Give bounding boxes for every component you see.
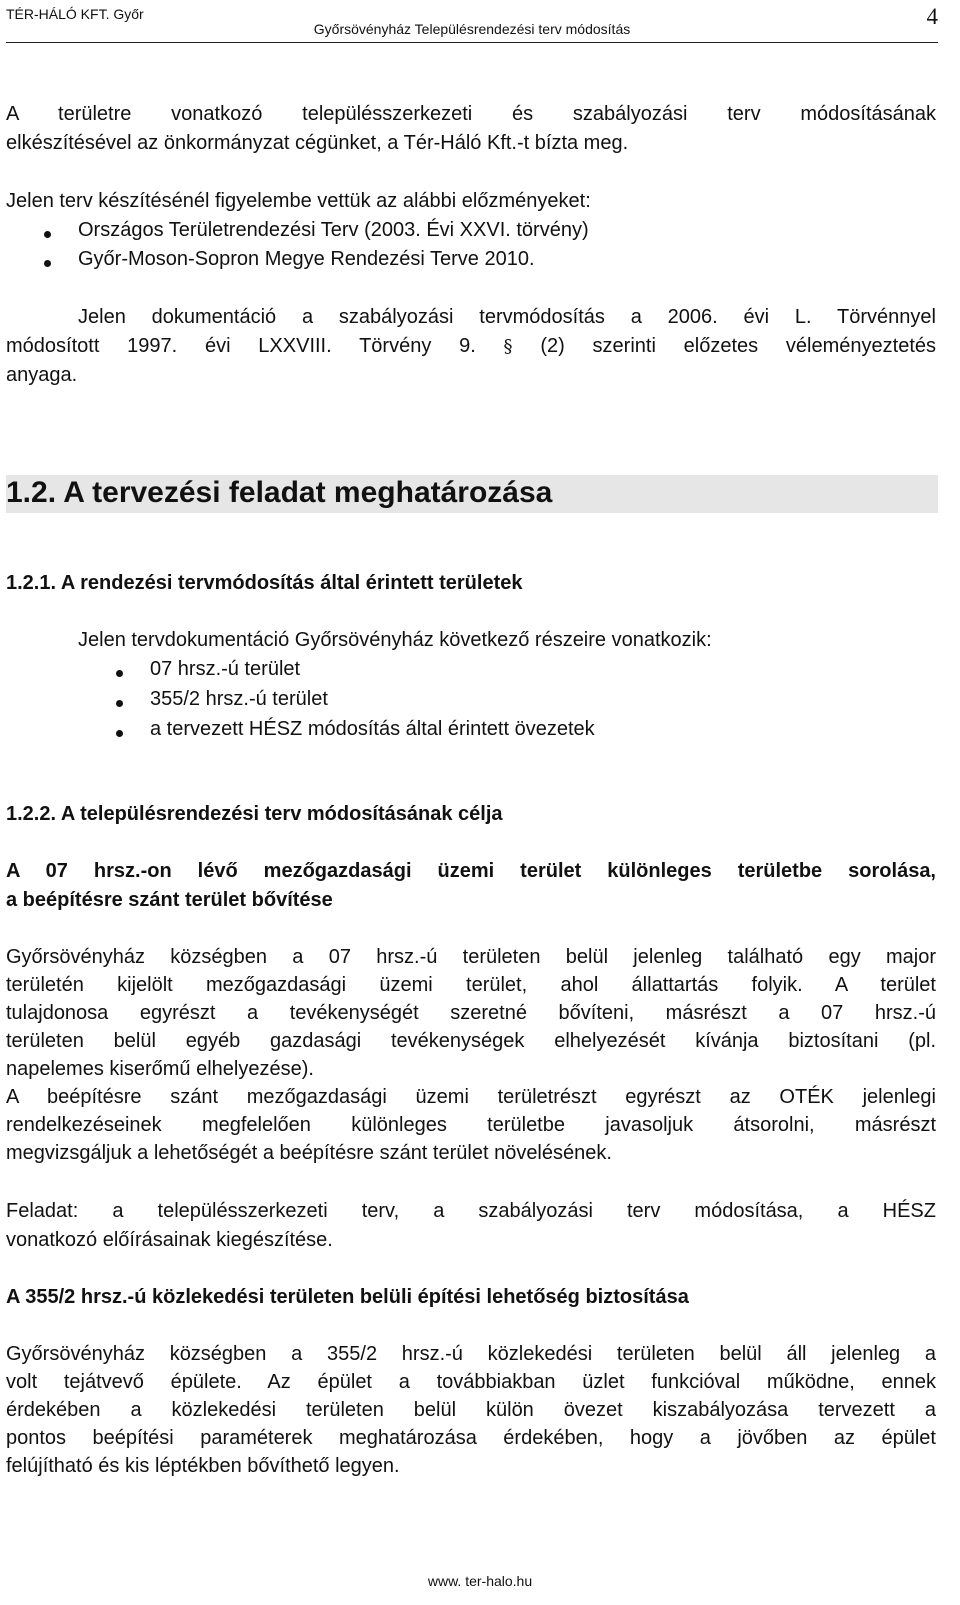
subheading-07-line-1: A 07 hrsz.-on lévő mezőgazdasági üzemi terület különleges területbe sorolása,: [6, 860, 936, 882]
page-footer-website: www. ter-halo.hu: [427, 1573, 533, 1589]
subheading-355-2: A 355/2 hrsz.-ú közlekedési területen belüli építési lehetőség biztosítása: [6, 1286, 689, 1308]
paragraph-2-line: A beépítésre szánt mezőgazdasági üzemi területrészt egyrészt az OTÉK jelenlegi: [6, 1086, 936, 1108]
paragraph-1-line: Győrsövényház községben a 07 hrsz.-ú területen belül jelenleg található egy major: [6, 946, 936, 968]
section-1-2-1-intro: Jelen tervdokumentáció Győrsövényház következő részeire vonatkozik:: [78, 629, 712, 651]
subheading-07-line-2: a beépítésre szánt terület bővítése: [6, 889, 333, 911]
section-1-2-2-title: 1.2.2. A településrendezési terv módosításának célja: [6, 803, 503, 825]
paragraph-4-line: pontos beépítési paraméterek meghatározása érdekében, hogy a jövőben az épület: [6, 1427, 936, 1449]
section-sign: §: [503, 336, 513, 357]
paragraph-4-line: érdekében a közlekedési területen belül külön övezet kiszabályozása tervezett a: [6, 1399, 936, 1421]
doc-line-2-part-a: módosított 1997. évi LXXVIII. Törvény 9.: [6, 335, 476, 357]
prerequisites-intro: Jelen terv készítésénél figyelembe vettük az alábbi előzményeket:: [6, 190, 591, 212]
paragraph-2-line: rendelkezéseinek megfelelően különleges területbe javasoljuk átsorolni, másrészt: [6, 1114, 936, 1136]
paragraph-1-line: tulajdonosa egyrészt a tevékenységét szeretné bővíteni, másrészt a 07 hrsz.-ú: [6, 1002, 936, 1024]
paragraph-3-line: vonatkozó előírásainak kiegészítése.: [6, 1229, 333, 1251]
affected-area-item: a tervezett HÉSZ módosítás által érintett övezetek: [150, 718, 595, 740]
header-company: TÉR-HÁLÓ KFT. Győr: [6, 6, 144, 22]
page-header: [6, 0, 938, 43]
bullet-dot-icon: [44, 260, 51, 267]
paragraph-3-line: Feladat: a településszerkezeti terv, a szabályozási terv módosítása, a HÉSZ: [6, 1200, 936, 1222]
paragraph-4-line: felújítható és kis léptékben bővíthető legyen.: [6, 1455, 400, 1477]
paragraph-2-line: megvizsgáljuk a lehetőségét a beépítésre szánt terület növelésének.: [6, 1142, 612, 1164]
prerequisite-item: Győr-Moson-Sopron Megye Rendezési Terve 2010.: [78, 248, 535, 270]
doc-line-3: anyaga.: [6, 364, 78, 386]
doc-line-2: [6, 335, 936, 358]
paragraph-4-line: volt tejátvevő épülete. Az épület a továbbiakban üzlet funkcióval működne, ennek: [6, 1371, 936, 1393]
page-number: 4: [926, 4, 938, 29]
bullet-dot-icon: [116, 700, 123, 707]
paragraph-1-line: területén kijelölt mezőgazdasági üzemi terület, ahol állattartás folyik. A terület: [6, 974, 936, 996]
intro-line-1: A területre vonatkozó településszerkezeti és szabályozási terv módosításának: [6, 103, 936, 125]
bullet-dot-icon: [116, 730, 123, 737]
intro-line-2: elkészítésével az önkormányzat cégünket, a Tér-Háló Kft.-t bízta meg.: [6, 132, 629, 154]
doc-line-1: Jelen dokumentáció a szabályozási tervmódosítás a 2006. évi L. Törvénnyel: [78, 306, 936, 328]
section-1-2-1-title: 1.2.1. A rendezési tervmódosítás által érintett területek: [6, 572, 523, 594]
section-1-2-title: 1.2. A tervezési feladat meghatározása: [6, 476, 553, 509]
affected-area-item: 355/2 hrsz.-ú terület: [150, 688, 328, 710]
affected-area-item: 07 hrsz.-ú terület: [150, 658, 301, 680]
paragraph-1-line: területen belül egyéb gazdasági tevékenységek elhelyezését kívánja biztosítani (pl.: [6, 1030, 936, 1052]
header-title: Győrsövényház Településrendezési terv módosítás: [313, 21, 631, 37]
bullet-dot-icon: [116, 670, 123, 677]
paragraph-4-line: Győrsövényház községben a 355/2 hrsz.-ú közlekedési területen belül áll jelenleg a: [6, 1343, 936, 1365]
prerequisite-item: Országos Területrendezési Terv (2003. Évi XXVI. törvény): [78, 219, 589, 241]
doc-line-2-part-b: (2) szerinti előzetes véleményeztetés: [540, 335, 936, 357]
bullet-dot-icon: [44, 231, 51, 238]
paragraph-1-line: napelemes kiserőmű elhelyezése).: [6, 1058, 314, 1080]
